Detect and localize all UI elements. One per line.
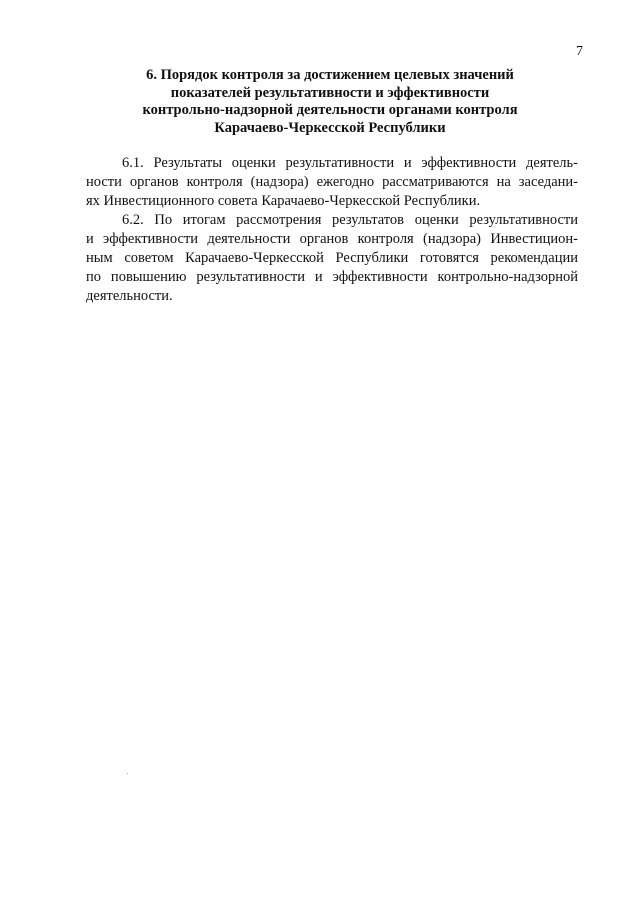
- heading-line: Карачаево-Черкесской Республики: [214, 119, 446, 136]
- body-text: [86, 154, 578, 306]
- paragraph-line: ности органов контроля (надзора) ежегодно рассматриваются на заседани-: [86, 174, 578, 190]
- paragraph-line: деятельности.: [86, 288, 173, 304]
- section-heading: [100, 67, 560, 137]
- paragraph-6-2: [86, 211, 578, 306]
- scan-speck: [127, 773, 128, 774]
- heading-line: контрольно-надзорной деятельности органами контроля: [142, 102, 518, 118]
- paragraph-line: по повышению результативности и эффективности контрольно-надзорной: [86, 269, 578, 285]
- page-number: 7: [576, 44, 583, 59]
- paragraph-6-1: [86, 154, 578, 211]
- paragraph-line: 6.2. По итогам рассмотрения результатов оценки результативности: [122, 212, 578, 228]
- paragraph-line: ях Инвестиционного совета Карачаево-Черкесской Республики.: [86, 193, 481, 209]
- paragraph-line: ным советом Карачаево-Черкесской Республики готовятся рекомендации: [86, 250, 578, 266]
- paragraph-line: 6.1. Результаты оценки результативности и эффективности деятель-: [122, 155, 578, 171]
- heading-line: показателей результативности и эффективности: [170, 84, 490, 101]
- heading-line: 6. Порядок контроля за достижением целевых значений: [146, 67, 514, 83]
- paragraph-line: и эффективности деятельности органов контроля (надзора) Инвестицион-: [86, 231, 578, 247]
